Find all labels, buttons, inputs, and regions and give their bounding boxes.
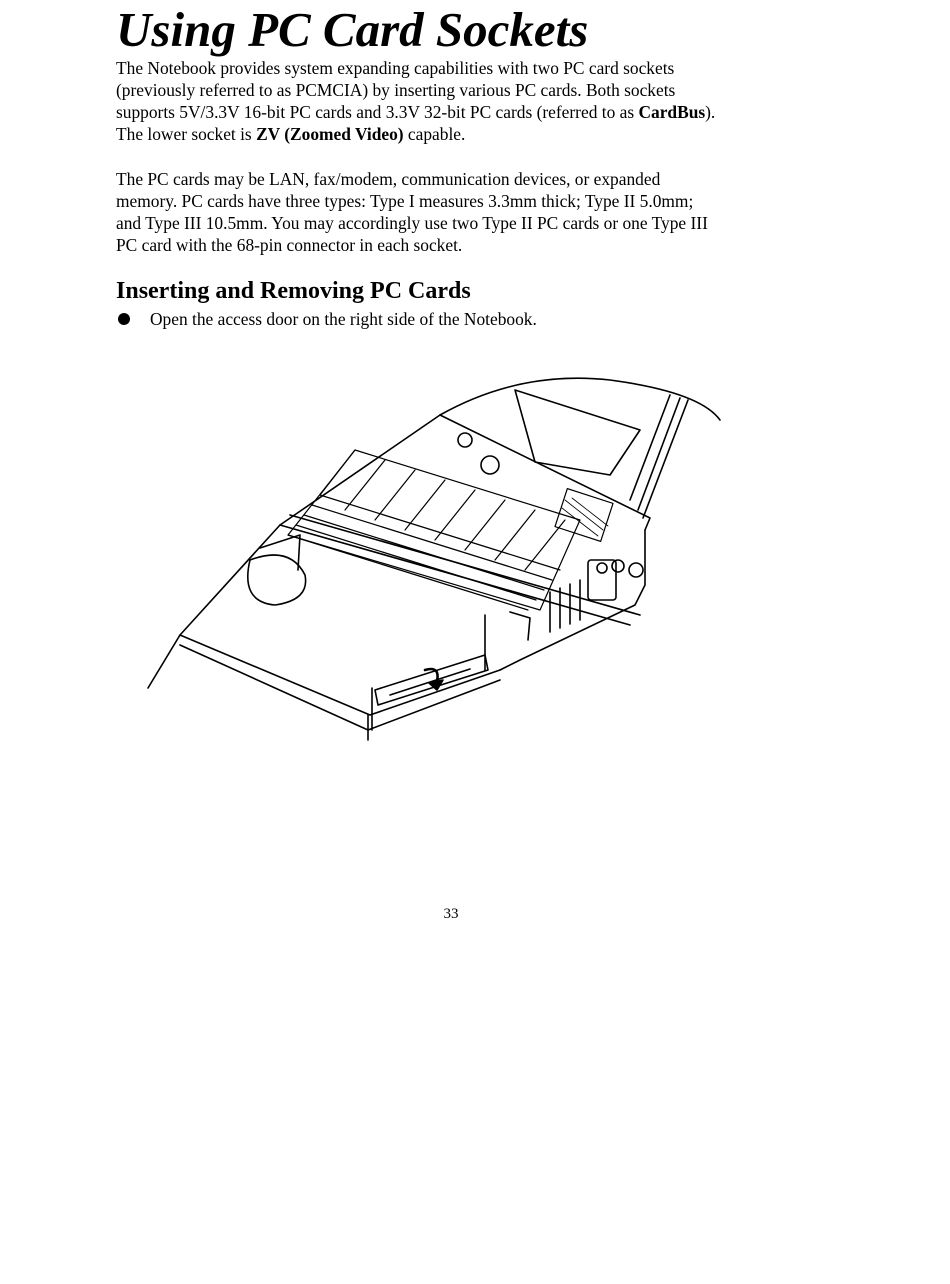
- intro-p2-line-3: and Type III 10.5mm. You may accordingly use two Type II PC cards or one Type III: [116, 213, 708, 233]
- touchpad-icon: [248, 555, 306, 605]
- instruction-list: [116, 308, 816, 330]
- intro-p1-line-1: The Notebook provides system expanding capabilities with two PC card sockets: [116, 58, 675, 78]
- bullet-icon: [118, 313, 130, 325]
- intro-p2-line-4: PC card with the 68-pin connector in each socket.: [116, 235, 463, 255]
- zoomed-video-term: ZV (Zoomed Video): [256, 124, 404, 144]
- instruction-item: [116, 308, 816, 330]
- lid-outline-icon: [440, 378, 720, 420]
- base-top-outline-icon: [148, 415, 440, 688]
- intro-p1-line-4: [116, 123, 816, 145]
- intro-p1-line-3-end: ).: [705, 102, 716, 122]
- intro-p2-line-2: memory. PC cards have three types: Type I measures 3.3mm thick; Type II 5.0mm;: [116, 191, 694, 211]
- intro-p2-line-1: The PC cards may be LAN, fax/modem, communication devices, or expanded: [116, 169, 661, 189]
- intro-p1-line-4-text: The lower socket is: [116, 124, 257, 144]
- page-number: 33: [443, 906, 459, 922]
- notebook-illustration: [140, 370, 730, 750]
- intro-paragraph-1: [116, 57, 816, 145]
- page-title: Using PC Card Sockets: [116, 2, 589, 57]
- cardbus-term: CardBus: [638, 102, 706, 122]
- lid-back-edge: [515, 390, 640, 475]
- intro-p1-line-3-text: supports 5V/3.3V 16-bit PC cards and 3.3V 32-bit PC cards (referred to as: [116, 102, 639, 122]
- intro-p1-line-3: [116, 101, 816, 123]
- intro-p1-line-2: (previously referred to as PCMCIA) by inserting various PC cards. Both sockets: [116, 80, 676, 100]
- instruction-text: Open the access door on the right side of the Notebook.: [150, 309, 537, 329]
- section-heading: Inserting and Removing PC Cards: [116, 278, 471, 304]
- intro-paragraph-2: [116, 168, 816, 256]
- side-port-panel: [500, 530, 645, 670]
- intro-p1-line-4-end: capable.: [403, 124, 466, 144]
